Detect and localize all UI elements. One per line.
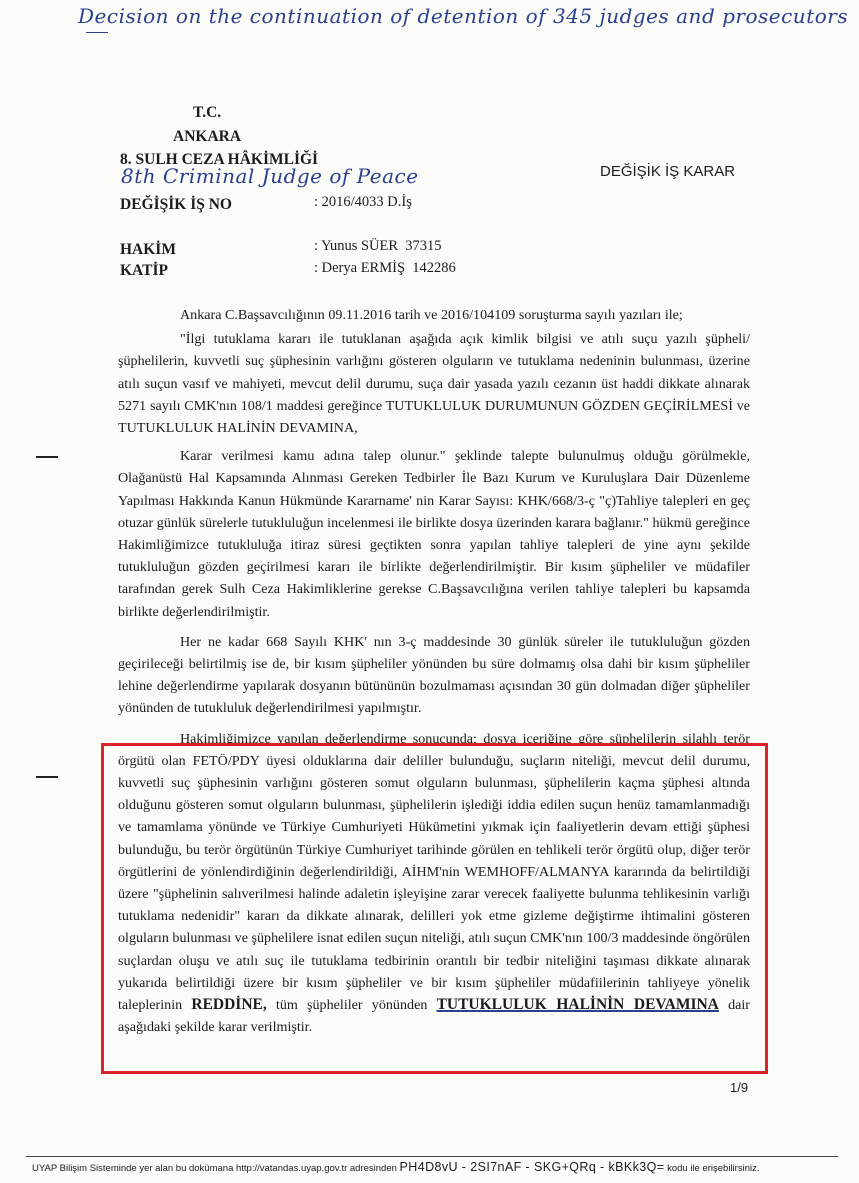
detention-continuation-text: TUTUKLULUK HALİNİN DEVAMINA (436, 996, 719, 1014)
paragraph-4: Her ne kadar 668 Sayılı KHK' nın 3-ç maddesinde 30 günlük süreler ile tutukluluğun gözden geçirileceği belirtilmiş ise de, bir kısım şüpheliler yönünden bu süre dolmamış olsa dahi bir kısım şüpheliler lehine değerlendirme yapılarak dosyanın bütününün bozulmaması açısından 30 gün dolmadan diğer şüpheliler yönünden de tutukluluk değerlendirilmesi yapılmıştır. (118, 633, 750, 717)
footer-text-before: UYAP Bilişim Sisteminde yer alan bu dokümana http://vatandas.uyap.gov.tr adresinden (32, 1163, 397, 1174)
footer-text-after: kodu ile erişebilirsiniz. (667, 1163, 760, 1174)
handwritten-court-translation: 8th Criminal Judge of Peace (121, 164, 419, 188)
clerk-label: KATİP (120, 262, 168, 279)
highlight-box (101, 743, 768, 1074)
verification-code: PH4D8vU - 2SI7nAF - SKG+QRq - kBKk3Q= (399, 1160, 665, 1174)
margin-mark (36, 776, 58, 778)
header-city: ANKARA (173, 128, 242, 145)
header-tc: T.C. (193, 104, 222, 121)
paragraph-3: Karar verilmesi kamu adına talep olunur." şeklinde talepte bulunulmuş olduğu görülmekle, Olağanüstü Hal Kapsamında Alınması Gereken Tedbirler İle Bazı Kurum ve Kuruluşlara Dair Düzenleme Yapılması Hakkında Kanun Hükmünde Kararname' nin Karar Sayısı: KHK/668/3-ç "ç)Tahliye talepleri en geç otuzar günlük sürelerle tutukluluğun incelenmesi ile birlikte dosya üzerinden karara bağlanır." hükmü gereğince Hakimliğimizce tutukluluğa itiraz süresi geçtikten sonra yapılan tahliye talepleri de yine aynı şekilde tutukluluğun gözden geçirilmesi kararı ile birlikte değerlendirilmiştir. Bir kısım şüpheliler ve müdafiler tarafından gerek Sulh Ceza Hakimliklerine gerekse C.Başsavcılığına verilen tahliye talepleri bu kapsamda birlikte değerlendirilmiştir. (118, 448, 750, 620)
clerk-value: : Derya ERMİŞ 142286 (314, 260, 456, 276)
handwritten-annotation-top: Decision on the continuation of detention of 345 judges and prosecutors (78, 4, 849, 28)
page-number: 1/9 (730, 1080, 749, 1095)
reddine-text: REDDİNE, (191, 996, 267, 1014)
document-type: DEĞİŞİK İŞ KARAR (600, 163, 736, 180)
paragraph-5-mid: tüm şüpheliler yönünden (275, 997, 428, 1014)
case-number: : 2016/4033 D.İş (314, 194, 412, 210)
paragraph-1: Ankara C.Başsavcılığının 09.11.2016 tarih ve 2016/104109 soruşturma sayılı yazıları ile; (180, 307, 683, 323)
judge-value: : Yunus SÜER 37315 (314, 238, 442, 254)
case-label: DEĞİŞİK İŞ NO (120, 196, 232, 213)
paragraph-2: "İlgi tutuklama kararı ile tutuklanan aşağıda açık kimlik bilgisi ve atılı suçu yazılı şüpheli/şüphelilerin, kuvvetli suç şüphesinin varlığını gösteren olguların ve tutuklama nedeninin bulunması, üzerine atılı suçun vasıf ve mahiyeti, mevcut delil durumu, suça dair yasada yazılı cezanın üst haddi dikkate alınarak 5271 sayılı CMK'nın 108/1 maddesi gereğince TUTUKLULUK DURUMUNUN GÖZDEN GEÇİRİLMESİ ve TUTUKLULUK HALİNİN DEVAMINA, (118, 331, 750, 437)
court-name: 8. SULH CEZA HÂKİMLİĞİ (120, 151, 319, 168)
footer (32, 1160, 759, 1174)
paragraph-5-end: dair aşağıdaki şekilde karar verilmiştir. (118, 997, 750, 1036)
footer-divider (26, 1156, 838, 1157)
paragraph-5-main: Hakimliğimizce yapılan değerlendirme sonucunda; dosya içeriğine göre şüphelilerin silahlı terör örgütü olan FETÖ/PDY üyesi olduklarına dair deliller bulunduğu, suçların niteliği, mevcut delil durumu, kuvvetli suç şüphesinin varlığını gösteren somut olguların bulunması, şüphelilerin kaçma şüphesi altında olduğunu gösteren somut olguların bulunması, şüphelilerin işlediği iddia edilen suçun henüz tamamlanmadığı ve tamamlama yönünde ve Türkiye Cumhuriyeti Hükümetini yıkmak için faaliyetlerin devam ettiği şüphesi bulunduğu, bu terör örgütünün Türkiye Cumhuriyet tarihinde görülen en tehlikeli terör örgütü olup, diğer terör örgütlerini de yönlendirdiğinin değerlendirildiği, AİHM'nin WEMHOFF/ALMANYA kararında da belirtildiği üzere "şüphelinin salıverilmesi halinde adaletin işleyişine zarar verecek faaliyette bulunma tehlikesinin varlığı tutuklama nedenidir" kararı da dikkate alınarak, delilleri yok etme gizleme değiştirme ihtimalini gösteren olguların bulunması ve şüphelilere isnat edilen suçun niteliği, atılı suçun CMK'nın 100/3 maddesinde öngörülen suçlardan oluşu ve atılı suç ile tutuklama tedbirinin orantılı bir tedbir niteliğini taşıması dikkate alınarak yukarıda belirtildiği üzere bir kısım şüpheliler ve bir kısım şüpheliler müdafiilerinin tahliyeye yönelik taleplerinin (118, 730, 750, 1014)
judge-label: HAKİM (120, 241, 176, 258)
margin-mark (36, 456, 58, 458)
annotation-underline (86, 32, 108, 33)
